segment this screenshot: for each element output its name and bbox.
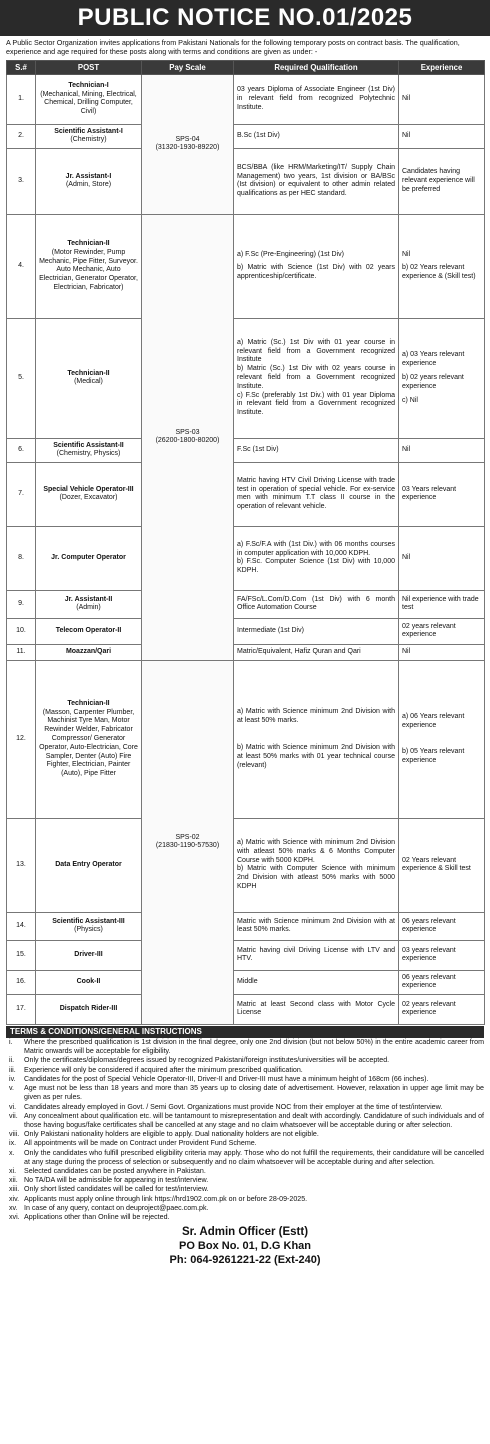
post-detail: (Admin, Store) xyxy=(65,181,112,189)
qualification-cell: 03 years Diploma of Associate Engineer (1st Div) in relevant field from recognized Polytechnic Institute. xyxy=(234,74,399,124)
post-cell xyxy=(36,818,142,912)
post-detail: (Chemistry) xyxy=(70,136,107,144)
header-sno: S.# xyxy=(7,60,36,74)
experience-cell xyxy=(399,318,485,438)
row-sno: 2. xyxy=(7,124,36,148)
row-sno: 14. xyxy=(7,912,36,940)
row-sno: 7. xyxy=(7,462,36,526)
qualification-option: b) Matric (Sc.) 1st Div with 02 years course in relevant field from a Government recognized Institute. xyxy=(237,365,395,390)
qualification-cell: Matric with Science minimum 2nd Division with at least 50% marks. xyxy=(234,912,399,940)
post-detail: (Motor Rewinder, Pump Mechanic, Pipe Fitter, Surveyor. Auto Mechanic, Auto Electrician, Generator Operator, Electrician, Fabricator) xyxy=(39,248,138,291)
experience-cell xyxy=(399,660,485,818)
qualification-cell: Matric/Equivalent, Hafiz Quran and Qari xyxy=(234,644,399,660)
post-cell xyxy=(36,438,142,462)
table-row xyxy=(7,462,485,526)
experience-cell xyxy=(399,214,485,318)
qualification-cell: F.Sc (1st Div) xyxy=(234,438,399,462)
list-item: v. Age must not be less than 18 years and more than 35 years up to closing date of advertisement. However, relaxation in upper age limit may be given as per rules. xyxy=(9,1084,484,1102)
pay-scale-code: SPS-02 xyxy=(175,833,200,841)
post-name: Cook-II xyxy=(76,977,101,985)
post-cell xyxy=(36,462,142,526)
experience-cell: 02 years relevant experience xyxy=(399,994,485,1024)
post-cell xyxy=(36,526,142,590)
post-cell xyxy=(36,618,142,644)
row-sno: 9. xyxy=(7,590,36,618)
post-detail: (Admin) xyxy=(76,604,101,612)
table-row xyxy=(7,660,485,818)
list-item: vi. Candidates already employed in Govt. / Semi Govt. Organizations must provide NOC from their employer at the time of test/interview. xyxy=(9,1102,443,1111)
post-name: Moazzan/Qari xyxy=(65,647,112,655)
table-row xyxy=(7,994,485,1024)
qualification-option: b) Matric with Computer Science with minimum 2nd Division with atleast 50% marks with 5000 KDPH xyxy=(237,865,395,890)
qualification-option: b) Matric with Science minimum 2nd Division with at least 50% marks with 01 year technical course (relevant) xyxy=(237,743,395,769)
experience-option: a) 06 Years relevant experience xyxy=(402,712,465,729)
qualification-option: b) F.Sc. Computer Science (1st Div) with 10,000 KDPH. xyxy=(237,558,395,575)
pay-scale-code: SPS-04 xyxy=(175,135,200,143)
table-row xyxy=(7,318,485,438)
post-name: Jr. Assistant-I xyxy=(65,172,112,180)
post-cell xyxy=(36,970,142,994)
experience-option: b) 05 Years relevant experience xyxy=(402,748,465,765)
row-sno: 10. xyxy=(7,618,36,644)
qualification-option: a) F.Sc (Pre-Engineering) (1st Div) xyxy=(237,250,344,258)
experience-cell: Nil experience with trade test xyxy=(399,590,485,618)
qualification-option: a) Matric with Science with minimum 2nd Division with atleast 50% marks & 6 Months Computer Course with 5000 KDPH. xyxy=(237,838,395,864)
table-row xyxy=(7,618,485,644)
post-detail: (Masson, Carpenter Plumber, Machinist Tyre Man, Motor Rewinder Welder, Fabricator Compressor/ Generator Operator, Auto-Electrician, Core Sampler, Denter (Auto) Fire Fighter, Electrician, Painter (Auto), Pipe Fitter xyxy=(39,708,138,778)
experience-cell: 03 Years relevant experience xyxy=(399,462,485,526)
experience-cell: Nil xyxy=(399,526,485,590)
experience-option: b) 02 years relevant experience xyxy=(402,373,464,390)
qualification-cell xyxy=(234,318,399,438)
qualification-cell: BCS/BBA (like HRM/Marketing/IT/ Supply Chain Management) two years, 1st division or BA/BSc (Ist division) or equivalent to other admin related qualifications as per HEC standard. xyxy=(234,148,399,214)
post-cell xyxy=(36,148,142,214)
post-cell xyxy=(36,644,142,660)
row-sno: 13. xyxy=(7,818,36,912)
experience-cell: Nil xyxy=(399,644,485,660)
qualification-cell: Middle xyxy=(234,970,399,994)
list-item: ii. Only the certificates/diplomas/degrees issued by recognized Pakistani/foreign institutes/universities will be accepted. xyxy=(9,1056,390,1065)
post-cell xyxy=(36,660,142,818)
post-name: Dispatch Rider-III xyxy=(59,1004,118,1012)
list-item: xiv. Applicants must apply online through link https://hrd1902.com.pk on or before 28-09-2025. xyxy=(9,1194,308,1203)
list-item: xi. Selected candidates can be posted anywhere in Pakistan. xyxy=(9,1166,206,1175)
experience-cell: 02 Years relevant experience & Skill test xyxy=(399,818,485,912)
table-header-row xyxy=(7,60,485,74)
experience-option: Nil xyxy=(402,250,411,258)
list-item: iv. Candidates for the post of Special Vehicle Operator-III, Driver-II and Driver-III must have a minimum height of 168cm (66 inches). xyxy=(9,1075,429,1083)
post-name: Telecom Operator-II xyxy=(55,626,122,634)
experience-option: c) Nil xyxy=(402,396,418,404)
pay-scale-cell xyxy=(142,660,234,1024)
pay-scale-range: (26200-1800-80200) xyxy=(155,437,220,445)
terms-heading: TERMS & CONDITIONS/GENERAL INSTRUCTIONS xyxy=(6,1026,484,1038)
qualification-option: a) Matric (Sc.) 1st Div with 01 year course in relevant field from a Government recognized Institute xyxy=(237,338,395,364)
row-sno: 17. xyxy=(7,994,36,1024)
table-row xyxy=(7,590,485,618)
notice-title: PUBLIC NOTICE NO.01/2025 xyxy=(0,0,490,36)
table-row xyxy=(7,970,485,994)
list-item: xvi. Applications other than Online will be rejected. xyxy=(9,1213,170,1222)
experience-option: b) 02 Years relevant experience & (Skill test) xyxy=(402,264,476,281)
post-cell xyxy=(36,74,142,124)
post-cell xyxy=(36,590,142,618)
experience-cell: Candidates having relevant experience will be preferred xyxy=(399,148,485,214)
post-name: Technician-II xyxy=(67,369,110,377)
qualification-cell xyxy=(234,526,399,590)
experience-cell: Nil xyxy=(399,124,485,148)
post-name: Technician-II xyxy=(67,239,110,247)
table-row xyxy=(7,124,485,148)
header-qualification: Required Qualification xyxy=(234,60,399,74)
table-row xyxy=(7,912,485,940)
table-row xyxy=(7,148,485,214)
post-name: Technician-I xyxy=(68,81,109,89)
contact-footer xyxy=(6,1225,484,1267)
terms-list xyxy=(6,1038,484,1222)
experience-cell: 02 years relevant experience xyxy=(399,618,485,644)
table-row xyxy=(7,526,485,590)
pay-scale-cell xyxy=(142,74,234,214)
post-cell xyxy=(36,124,142,148)
qualification-option: a) Matric with Science minimum 2nd Division with at least 50% marks. xyxy=(237,708,395,725)
post-name: Data Entry Operator xyxy=(55,860,122,868)
post-cell xyxy=(36,318,142,438)
experience-cell: 06 years relevant experience xyxy=(399,912,485,940)
qualification-cell: Matric at least Second class with Motor Cycle License xyxy=(234,994,399,1024)
post-detail: (Mechanical, Mining, Electrical, Chemical, Drilling Computer, Civil) xyxy=(40,90,137,116)
intro-text: A Public Sector Organization invites applications from Pakistani Nationals for the following temporary posts on contract basis. The qualification, experience and age required for these posts along with terms and conditions are given as under: - xyxy=(6,38,460,57)
row-sno: 11. xyxy=(7,644,36,660)
post-cell xyxy=(36,214,142,318)
post-name: Scientific Assistant-I xyxy=(54,127,123,135)
post-cell xyxy=(36,912,142,940)
table-row xyxy=(7,818,485,912)
qualification-option: a) F.Sc/F.A with (1st Div.) with 06 months courses in computer application with 10,000 KDPH. xyxy=(237,540,395,557)
list-item: iii. Experience will only be considered if acquired after the minimum prescribed qualification. xyxy=(9,1065,303,1074)
list-item: xiii. Only short listed candidates will be called for test/interview. xyxy=(9,1185,209,1194)
list-item: xii. No TA/DA will be admissible for appearing in test/interview. xyxy=(9,1176,209,1185)
list-item: viii. Only Pakistani nationality holders are eligible to apply. Dual nationality holders are not eligible. xyxy=(9,1130,319,1138)
qualification-cell: Matric having HTV Civil Driving License with trade test in operation of special vehicle. For ex-service men with minimum T.T class II course in the operation of relevant vehicle. xyxy=(234,462,399,526)
row-sno: 1. xyxy=(7,74,36,124)
row-sno: 3. xyxy=(7,148,36,214)
experience-cell: 06 years relevant experience xyxy=(399,970,485,994)
row-sno: 5. xyxy=(7,318,36,438)
list-item: ix. All appointments will be made on Contract under Provident Fund Scheme. xyxy=(9,1139,257,1148)
row-sno: 12. xyxy=(7,660,36,818)
list-item: vii. Any concealment about qualification etc. will be tantamount to misrepresentation and dealt with accordingly. Candidature of such individuals and of those having bogus/fake certificates shall be cancelled at any stage and no claim whatsoever will be acceptable during or after selection. xyxy=(9,1111,484,1129)
post-name: Scientific Assistant-II xyxy=(53,441,124,449)
officer-title: Sr. Admin Officer (Estt) xyxy=(181,1226,309,1239)
post-cell xyxy=(36,994,142,1024)
qualification-cell: Matric having civil Driving License with LTV and HTV. xyxy=(234,940,399,970)
row-sno: 16. xyxy=(7,970,36,994)
post-name: Jr. Assistant-II xyxy=(64,595,113,603)
experience-option: a) 03 Years relevant experience xyxy=(402,351,465,368)
qualification-option: c) F.Sc (preferably 1st Div.) with 01 year Diploma in relevant field from a Government recognized Institute. xyxy=(237,391,395,417)
post-detail: (Physics) xyxy=(74,926,103,934)
table-row xyxy=(7,214,485,318)
row-sno: 15. xyxy=(7,940,36,970)
post-name: Special Vehicle Operator-III xyxy=(43,485,134,493)
post-name: Jr. Computer Operator xyxy=(51,553,126,561)
pay-scale-code: SPS-03 xyxy=(175,428,200,436)
pay-scale-cell xyxy=(142,214,234,660)
list-item: xv. In case of any query, contact on deuproject@paec.com.pk. xyxy=(9,1203,209,1212)
posts-table xyxy=(6,60,485,1025)
table-row xyxy=(7,74,485,124)
post-name: Scientific Assistant-III xyxy=(52,917,125,925)
experience-cell: 03 years relevant experience xyxy=(399,940,485,970)
qualification-cell xyxy=(234,818,399,912)
post-detail: (Medical) xyxy=(74,378,103,386)
postal-address: PO Box No. 01, D.G Khan xyxy=(178,1240,312,1253)
qualification-cell xyxy=(234,660,399,818)
qualification-cell xyxy=(234,214,399,318)
table-row xyxy=(7,438,485,462)
experience-cell: Nil xyxy=(399,74,485,124)
list-item: i. Where the prescribed qualification is 1st division in the final degree, only one 2nd division (but not below 50%) in the entire academic career from Matric onwards will be acceptable for eligibility. xyxy=(9,1038,484,1056)
post-detail: (Dozer, Excavator) xyxy=(59,494,118,502)
header-experience: Experience xyxy=(399,60,485,74)
row-sno: 4. xyxy=(7,214,36,318)
qualification-cell: B.Sc (1st Div) xyxy=(234,124,399,148)
pay-scale-range: (21830-1190-57530) xyxy=(155,842,220,850)
qualification-cell: Intermediate (1st Div) xyxy=(234,618,399,644)
list-item: x. Only the candidates who fulfill prescribed eligibility criteria may apply. Those who do not fulfill the requirements, their candidature will be cancelled at any stage during the process of selection or subsequently and no claim whatsoever will be acceptable during and after selection. xyxy=(9,1148,484,1166)
pay-scale-range: (31320-1930-89220) xyxy=(155,144,220,152)
table-row xyxy=(7,644,485,660)
post-name: Technician-II xyxy=(67,699,110,707)
qualification-option: b) Matric with Science (1st Div) with 02 years apprenticeship/certificate. xyxy=(237,264,395,281)
row-sno: 6. xyxy=(7,438,36,462)
table-row xyxy=(7,940,485,970)
row-sno: 8. xyxy=(7,526,36,590)
post-detail: (Chemistry, Physics) xyxy=(56,450,121,458)
header-post: POST xyxy=(36,60,142,74)
phone-number: Ph: 064-9261221-22 (Ext-240) xyxy=(169,1254,321,1267)
qualification-cell: FA/FSc/L.Com/D.Com (1st Div) with 6 month Office Automation Course xyxy=(234,590,399,618)
header-pay-scale: Pay Scale xyxy=(142,60,234,74)
experience-cell: Nil xyxy=(399,438,485,462)
post-cell xyxy=(36,940,142,970)
post-name: Driver-III xyxy=(74,950,103,958)
